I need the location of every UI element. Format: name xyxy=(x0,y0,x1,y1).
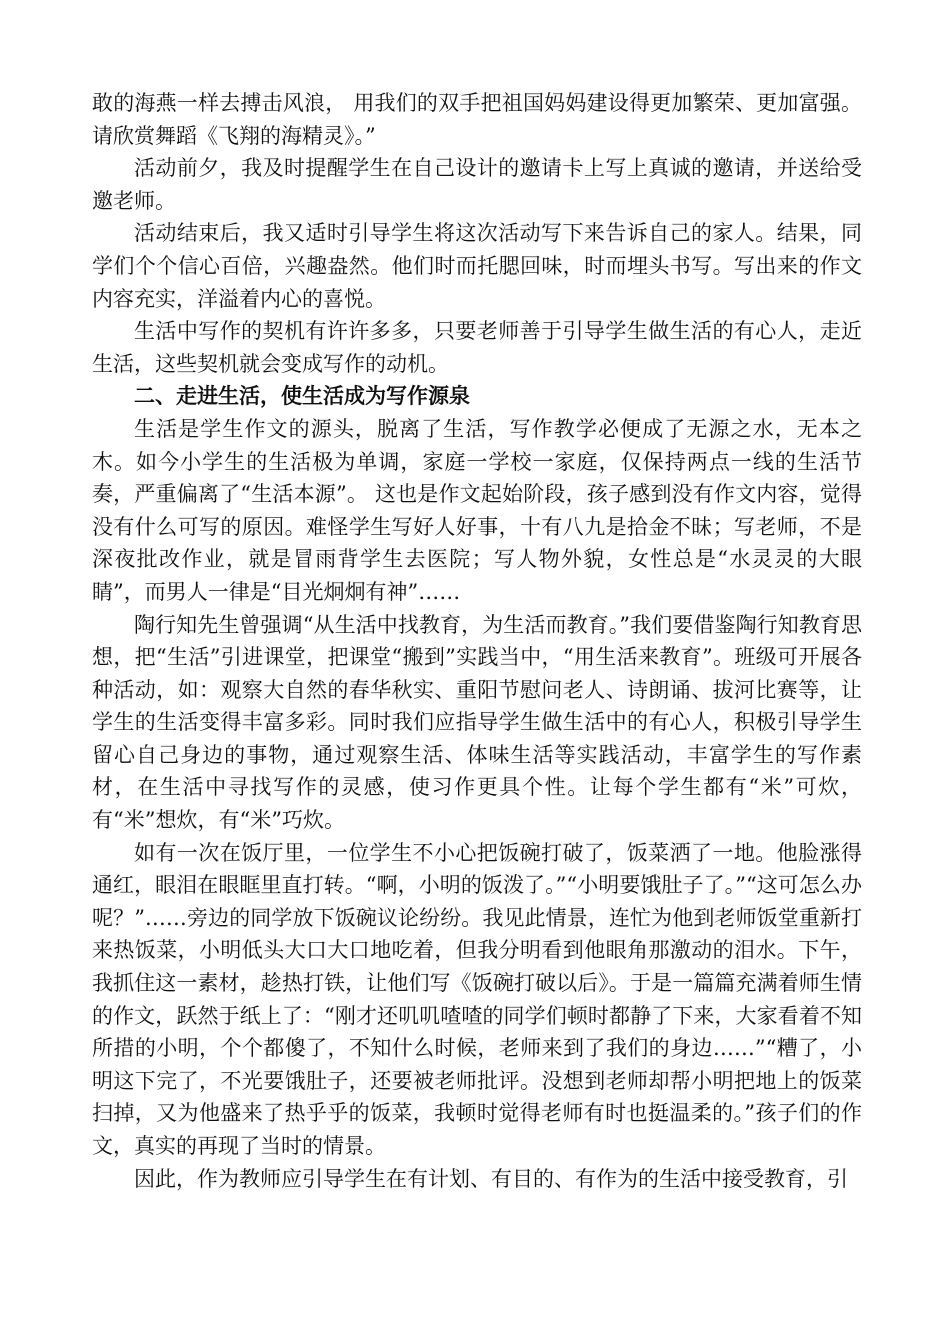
paragraph: 活动前夕，我及时提醒学生在自己设计的邀请卡上写上真诚的邀请，并送给受邀老师。 xyxy=(92,156,862,213)
paragraph: 生活是学生作文的源头，脱离了生活，写作教学必便成了无源之水，无本之木。如今小学生的生活极为单调，家庭一学校一家庭，仅保持两点一线的生活节奏，严重偏离了“生活本源”。 这也是作文起始阶段，孩子感到没有作文内容，觉得没有什么可写的原因。难怪学生写好人好事，十有八九是拾金不昧；写老师，不是深夜批改作业，就是冒雨背学生去医院；写人物外貌，女性总是“水灵灵的大眼睛”，而男人一律是“目光炯炯有神”…… xyxy=(92,416,862,604)
paragraph: 陶行知先生曾强调“从生活中找教育，为生活而教育。”我们要借鉴陶行知教育思想，把“生活”引进课堂，把课堂“搬到”实践当中，“用生活来教育”。班级可开展各种活动，如：观察大自然的春华秋实、重阳节慰问老人、诗朗诵、拔河比赛等，让学生的生活变得丰富多彩。同时我们应指导学生做生活中的有心人，积极引导学生留心自己身边的事物，通过观察生活、体味生活等实践活动，丰富学生的写作素材，在生活中寻找写作的灵感，使习作更具个性。让每个学生都有“米”可炊，有“米”想炊，有“米”巧炊。 xyxy=(92,612,862,833)
paragraph: 如有一次在饭厅里，一位学生不小心把饭碗打破了，饭菜洒了一地。他脸涨得通红，眼泪在眼眶里直打转。“啊，小明的饭泼了。”“小明要饿肚子了。”“这可怎么办呢？”……旁边的同学放下饭碗议论纷纷。我见此情景，连忙为他到老师饭堂重新打来热饭菜，小明低头大口大口地吃着，但我分明看到他眼角那激动的泪水。下午，我抓住这一素材，趁热打铁，让他们写《饭碗打破以后》。于是一篇篇充满着师生情的作文，跃然于纸上了：“刚才还叽叽喳喳的同学们顿时都静了下来，大家看着不知所措的小明，个个都傻了，不知什么时候，老师来到了我们的身边……”“糟了，小明这下完了，不光要饿肚子，还要被老师批评。没想到老师却帮小明把地上的饭菜扫掉，又为他盛来了热乎乎的饭菜，我顿时觉得老师有时也挺温柔的。”孩子们的作文，真实的再现了当时的情景。 xyxy=(92,840,862,1158)
section-heading: 二、走进生活，使生活成为写作源泉 xyxy=(134,383,470,409)
paragraph-continued: 敢的海燕一样去搏击风浪， 用我们的双手把祖国妈妈建设得更加繁荣、更加富强。 请欣赏舞蹈《飞翔的海精灵》。” xyxy=(92,91,862,148)
paragraph: 因此，作为教师应引导学生在有计划、有目的、有作为的生活中接受教育，引 xyxy=(134,1166,848,1191)
paragraph: 生活中写作的契机有许许多多，只要老师善于引导学生做生活的有心人，走近生活，这些契机就会变成写作的动机。 xyxy=(92,319,862,376)
document-body xyxy=(92,87,862,1195)
paragraph: 活动结束后，我又适时引导学生将这次活动写下来告诉自己的家人。结果，同学们个个信心百倍，兴趣盎然。他们时而托腮回味，时而埋头书写。写出来的作文内容充实，洋溢着内心的喜悦。 xyxy=(92,221,862,311)
